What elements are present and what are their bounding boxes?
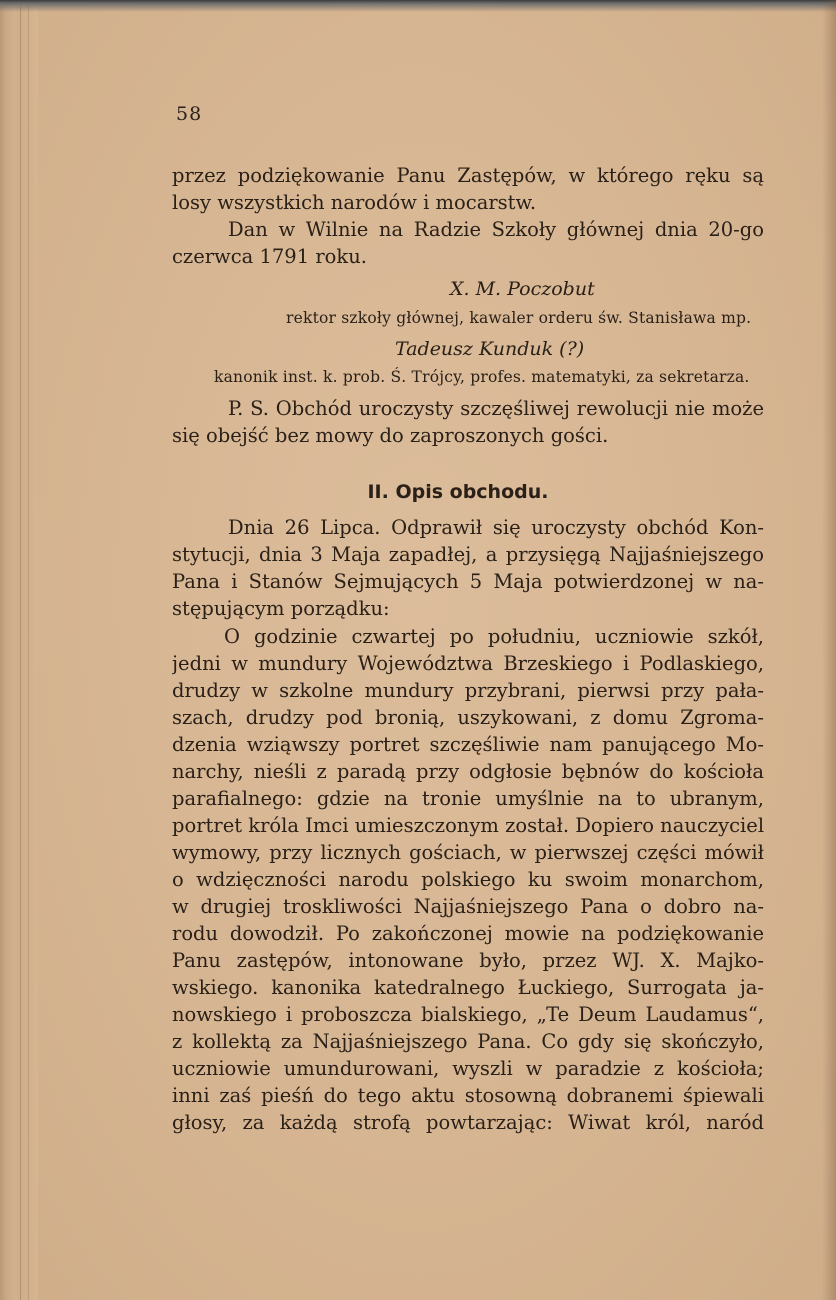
section-paragraph-2 [172,623,764,1136]
signature-title-1: rektor szkoły głównej, kawaler orderu św. Stanisława mp. [286,309,752,327]
text-line: P. S. Obchód uroczysty szczęśliwej rewolucji nie może [228,397,764,420]
text-line: parafialnego: gdzie na tronie umyślnie na to ubranym, [172,787,764,810]
text-line: Panu zastępów, intonowane było, przez WJ. X. Majko- [172,949,764,972]
text-line: stytucji, dnia 3 Maja zapadłej, a przysięgą Najjaśniejszego [172,543,764,566]
signature-name-1: X. M. Poczobut [450,278,595,300]
text-line: O godzinie czwartej po południu, uczniowie szkół, [224,625,764,648]
text-line: nowskiego i proboszcza bialskiego, „Te Deum Laudamus“, [172,1003,764,1026]
text-line: w drugiej troskliwości Najjaśniejszego Pana o dobro na- [172,895,764,918]
text-line: się obejść bez mowy do zaproszonych gości. [172,424,609,447]
page-number: 58 [176,103,203,125]
text-line: jedni w mundury Województwa Brzeskiego i Podlaskiego, [172,652,764,675]
opening-paragraph [172,162,764,216]
text-line: Pana i Stanów Sejmujących 5 Maja potwierdzonej w na- [172,570,764,593]
text-line: wskiego. kanonika katedralnego Łuckiego, Surrogata ja- [172,976,764,999]
text-line: drudzy w szkolne mundury przybrani, pierwsi przy pała- [172,679,764,702]
text-line: z kollektą za Najjaśniejszego Pana. Co gdy się skończyło, [172,1030,764,1053]
text-line: o wdzięczności narodu polskiego ku swoim monarchom, [172,868,764,891]
dated-paragraph [172,216,764,270]
text-line: szach, drudzy pod bronią, uszykowani, z domu Zgroma- [172,706,764,729]
top-shadow [0,0,836,12]
section-heading: II. Opis obchodu. [367,481,549,503]
right-shadow [822,0,836,1300]
text-line: wymowy, przy licznych gościach, w pierwszej części mówił [172,841,764,864]
text-line: losy wszystkich narodów i mocarstw. [172,191,537,214]
text-line: inni zaś pieśń do tego aktu stosowną dobranemi śpiewali [172,1084,764,1107]
page-fold-line-inner [28,0,29,1300]
text-line: czerwca 1791 roku. [172,245,367,268]
text-line: Dnia 26 Lipca. Odprawił się uroczysty obchód Kon- [228,516,764,539]
signature-title-2: kanonik inst. k. prob. Ś. Trójcy, profes. matematyki, za sekretarza. [214,368,750,386]
postscript [172,395,764,449]
page-left-edge [0,0,38,1300]
text-line: Dan w Wilnie na Radzie Szkoły głównej dnia 20-go [228,218,764,241]
signature-name-2: Tadeusz Kunduk (?) [395,338,585,360]
text-line: uczniowie umundurowani, wyszli w paradzie z kościoła; [172,1057,764,1080]
text-line: narchy, nieśli z paradą przy odgłosie bębnów do kościoła [172,760,764,783]
text-line: głosy, za każdą strofą powtarzając: Wiwat król, naród [172,1111,764,1134]
text-line: dzenia wziąwszy portret szczęśliwie nam panującego Mo- [172,733,764,756]
section-paragraph-1 [172,514,764,622]
text-line: stępującym porządku: [172,597,390,620]
text-line: portret króla Imci umieszczonym został. Dopiero nauczyciel [172,814,764,837]
text-line: przez podziękowanie Panu Zastępów, w którego ręku są [172,164,764,187]
page-fold-line [20,0,21,1300]
text-line: rodu dowodził. Po zakończonej mowie na podziękowanie [172,922,764,945]
